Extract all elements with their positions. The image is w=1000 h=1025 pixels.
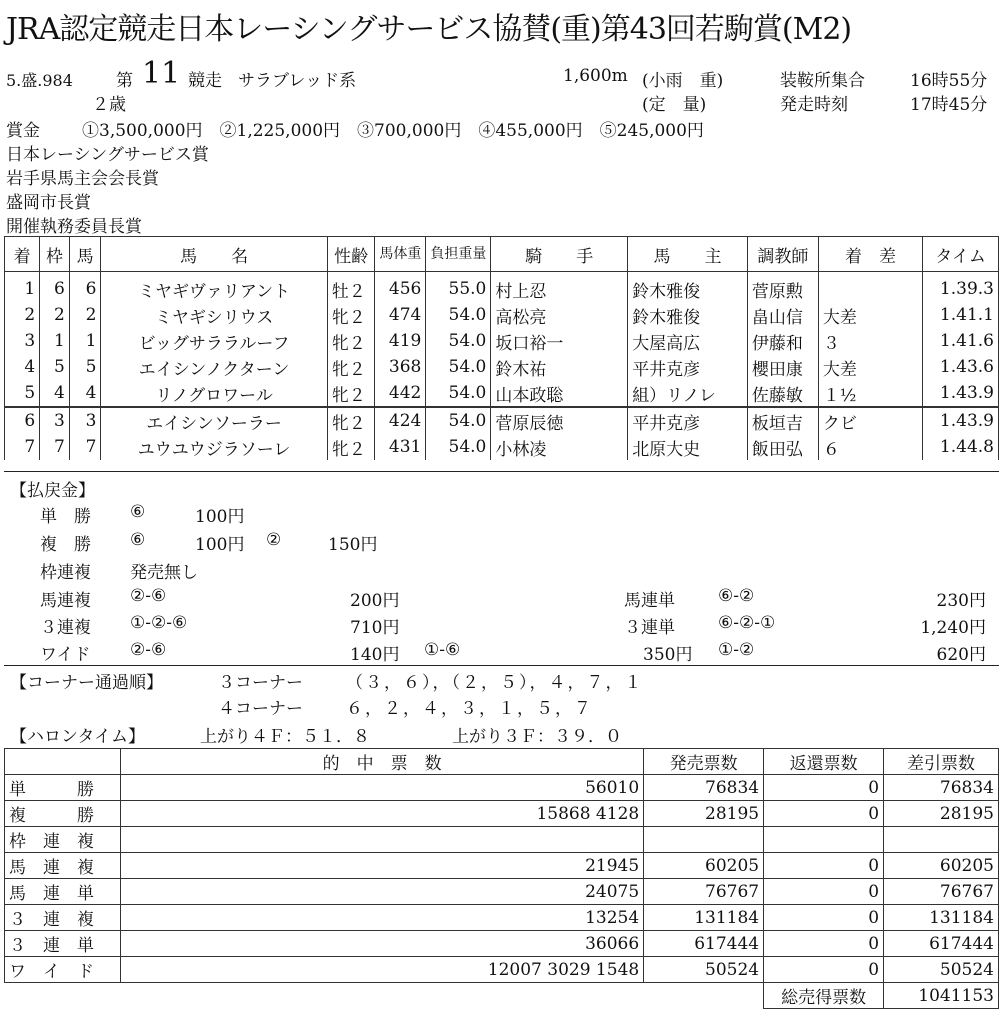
cell-sex-age: 牝２	[327, 434, 375, 460]
cell-frame: 1	[40, 328, 70, 354]
header-horse-name: 馬 名	[101, 237, 327, 272]
vote-hit: 36066	[120, 931, 643, 957]
results-row	[5, 328, 999, 354]
wide-combo-3: ①-②	[718, 640, 755, 660]
cell-carried-weight: 55.0	[426, 272, 491, 303]
header-horse-no: 馬	[69, 237, 101, 272]
cell-sex-age: 牝２	[327, 354, 375, 380]
furlong-heading: 【ハロンタイム】	[10, 727, 145, 747]
header-rank: 着	[5, 237, 40, 272]
cell-trainer: 佐藤敏	[747, 380, 818, 407]
votes-total-value: 1041153	[884, 983, 999, 1009]
cell-horse-name: ミヤギヴァリアント	[101, 272, 327, 303]
wide-amount-3: 620円	[936, 645, 986, 665]
umaren-fuku-label: 馬連複	[40, 591, 91, 611]
wide-label: ワイド	[40, 645, 91, 665]
cell-time: 1.43.6	[923, 354, 999, 380]
vote-sold: 131184	[644, 905, 764, 931]
weight-rule: (定 量)	[642, 95, 707, 115]
cell-carried-weight: 54.0	[426, 380, 491, 407]
vote-refund: 0	[764, 801, 884, 827]
cell-frame: 4	[40, 380, 70, 407]
cell-carried-weight: 54.0	[426, 407, 491, 434]
header-frame: 枠	[40, 237, 70, 272]
cell-trainer: 櫻田康	[747, 354, 818, 380]
vote-refund	[764, 827, 884, 853]
furlong-last3: 上がり３Ｆ：３９．０	[452, 727, 622, 747]
cell-body-weight: 368	[375, 354, 426, 380]
umaren-fuku-combo: ②-⑥	[130, 586, 167, 606]
cell-owner: 大屋高広	[628, 328, 748, 354]
cell-margin: 大差	[818, 302, 922, 328]
cell-time: 1.44.8	[923, 434, 999, 460]
vote-hit	[120, 827, 643, 853]
vote-type: ワ イ ド	[5, 957, 121, 983]
cell-time: 1.43.9	[923, 380, 999, 407]
corner3-label: ３コーナー	[218, 673, 303, 693]
vote-sold: 28195	[644, 801, 764, 827]
meeting-code: 5.盛.984	[6, 71, 73, 90]
vote-sold: 617444	[644, 931, 764, 957]
cell-frame: 5	[40, 354, 70, 380]
assembly-label: 装鞍所集合	[780, 71, 865, 91]
vote-refund: 0	[764, 905, 884, 931]
results-header-row	[5, 237, 999, 272]
corner3-order: （３，６），（２，５），４，７，１	[346, 673, 644, 693]
vote-hit: 15868 4128	[120, 801, 643, 827]
votes-row	[5, 827, 999, 853]
vote-net	[884, 827, 999, 853]
votes-header-refund: 返還票数	[764, 749, 884, 775]
cell-rank: 1	[5, 272, 40, 303]
fukusho-combo-1: ⑥	[130, 530, 146, 550]
fukusho-amount-1: 100円	[195, 535, 245, 555]
header-body-weight: 馬体重	[375, 237, 426, 272]
votes-header-type	[5, 749, 121, 775]
cell-horse-no: 6	[69, 272, 101, 303]
cell-horse-no: 4	[69, 380, 101, 407]
race-suffix: 競走	[188, 71, 222, 91]
cell-frame: 7	[40, 434, 70, 460]
sanren-tan-amount: 1,240円	[920, 618, 986, 638]
vote-type: 単 勝	[5, 775, 121, 801]
results-row	[5, 272, 999, 303]
votes-header-net: 差引票数	[884, 749, 999, 775]
cell-frame: 3	[40, 407, 70, 434]
breed: サラブレッド系	[238, 71, 357, 91]
vote-hit: 24075	[120, 879, 643, 905]
cell-horse-no: 1	[69, 328, 101, 354]
cell-jockey: 小林凌	[491, 434, 628, 460]
prize-amounts: ①3,500,000円 ②1,225,000円 ③700,000円 ④455,000円 ⑤245,000円	[82, 121, 704, 141]
cell-jockey: 山本政聡	[491, 380, 628, 407]
cell-trainer: 菅原勲	[747, 272, 818, 303]
header-sex-age: 性齢	[327, 237, 375, 272]
cell-body-weight: 419	[375, 328, 426, 354]
race-prefix: 第	[116, 71, 133, 91]
cell-sex-age: 牝２	[327, 302, 375, 328]
corners-heading: 【コーナー通過順】	[10, 673, 163, 693]
header-time: タイム	[923, 237, 999, 272]
cell-owner: 鈴木雅俊	[628, 272, 748, 303]
vote-type: ３ 連 複	[5, 905, 121, 931]
vote-refund: 0	[764, 775, 884, 801]
header-jockey: 騎 手	[491, 237, 628, 272]
sanren-tan-label: ３連単	[624, 618, 675, 638]
cell-sex-age: 牡２	[327, 272, 375, 303]
votes-row	[5, 905, 999, 931]
cell-margin: ６	[818, 434, 922, 460]
cell-body-weight: 431	[375, 434, 426, 460]
wide-combo-1: ②-⑥	[130, 640, 167, 660]
race-title: JRA認定競走日本レーシングサービス協賛(重)第43回若駒賞(M2)	[6, 12, 852, 47]
cell-rank: 6	[5, 407, 40, 434]
wakuren-note: 発売無し	[130, 563, 198, 583]
votes-row	[5, 853, 999, 879]
cell-horse-no: 5	[69, 354, 101, 380]
vote-type: ３ 連 単	[5, 931, 121, 957]
payout-heading: 【払戻金】	[10, 481, 95, 501]
vote-net: 50524	[884, 957, 999, 983]
cell-jockey: 鈴木祐	[491, 354, 628, 380]
tansho-amount: 100円	[195, 507, 245, 527]
results-table	[4, 236, 999, 460]
cell-jockey: 村上忍	[491, 272, 628, 303]
age: ２歳	[92, 95, 126, 115]
cell-rank: 4	[5, 354, 40, 380]
cell-carried-weight: 54.0	[426, 434, 491, 460]
cell-body-weight: 456	[375, 272, 426, 303]
cell-horse-name: ミヤギシリウス	[101, 302, 327, 328]
votes-table	[4, 748, 999, 1009]
cell-horse-name: エイシンソーラー	[101, 407, 327, 434]
cell-trainer: 飯田弘	[747, 434, 818, 460]
results-row	[5, 302, 999, 328]
vote-type: 馬 連 単	[5, 879, 121, 905]
umaren-tan-label: 馬連単	[624, 591, 675, 611]
results-row	[5, 407, 999, 434]
vote-sold: 50524	[644, 957, 764, 983]
award-3: 盛岡市長賞	[6, 193, 91, 213]
wide-amount-1: 140円	[350, 645, 400, 665]
cell-frame: 6	[40, 272, 70, 303]
cell-margin: １½	[818, 380, 922, 407]
vote-type: 枠 連 複	[5, 827, 121, 853]
header-owner: 馬 主	[628, 237, 748, 272]
votes-row	[5, 879, 999, 905]
results-row	[5, 380, 999, 407]
results-row	[5, 354, 999, 380]
cell-frame: 2	[40, 302, 70, 328]
cell-carried-weight: 54.0	[426, 302, 491, 328]
cell-trainer: 畠山信	[747, 302, 818, 328]
sanren-fuku-combo: ①-②-⑥	[130, 613, 188, 633]
header-trainer: 調教師	[747, 237, 818, 272]
vote-net: 28195	[884, 801, 999, 827]
cell-rank: 2	[5, 302, 40, 328]
vote-refund: 0	[764, 931, 884, 957]
vote-net: 60205	[884, 853, 999, 879]
wide-combo-2: ①-⑥	[424, 640, 461, 660]
umaren-tan-amount: 230円	[936, 591, 986, 611]
cell-horse-name: エイシンノクターン	[101, 354, 327, 380]
fukusho-amount-2: 150円	[328, 535, 378, 555]
vote-refund: 0	[764, 957, 884, 983]
vote-net: 131184	[884, 905, 999, 931]
cell-jockey: 菅原辰徳	[491, 407, 628, 434]
header-margin: 着 差	[818, 237, 922, 272]
vote-refund: 0	[764, 853, 884, 879]
cell-sex-age: 牝２	[327, 328, 375, 354]
cell-horse-name: ユウユウジラソーレ	[101, 434, 327, 460]
cell-sex-age: 牝２	[327, 407, 375, 434]
furlong-last4: 上がり４Ｆ：５１．８	[200, 727, 370, 747]
vote-sold: 60205	[644, 853, 764, 879]
votes-row	[5, 775, 999, 801]
race-number: 11	[142, 56, 181, 91]
umaren-tan-combo: ⑥-②	[718, 586, 755, 606]
wakuren-label: 枠連複	[40, 563, 91, 583]
cell-rank: 3	[5, 328, 40, 354]
weather-track: (小雨 重)	[642, 71, 724, 91]
cell-margin: 大差	[818, 354, 922, 380]
cell-margin: クビ	[818, 407, 922, 434]
cell-owner: 組）リノレ	[628, 380, 748, 407]
cell-body-weight: 424	[375, 407, 426, 434]
votes-row	[5, 801, 999, 827]
votes-header-row	[5, 749, 999, 775]
cell-owner: 北原大史	[628, 434, 748, 460]
tansho-label: 単 勝	[40, 507, 91, 527]
cell-rank: 7	[5, 434, 40, 460]
vote-hit: 12007 3029 1548	[120, 957, 643, 983]
cell-carried-weight: 54.0	[426, 354, 491, 380]
votes-row	[5, 931, 999, 957]
assembly-time: 16時55分	[910, 71, 988, 91]
cell-rank: 5	[5, 380, 40, 407]
vote-net: 76767	[884, 879, 999, 905]
vote-net: 617444	[884, 931, 999, 957]
cell-owner: 平井克彦	[628, 407, 748, 434]
votes-total-row	[5, 983, 999, 1009]
vote-hit: 56010	[120, 775, 643, 801]
votes-row	[5, 957, 999, 983]
distance: 1,600m	[563, 66, 628, 86]
vote-refund: 0	[764, 879, 884, 905]
cell-trainer: 板垣吉	[747, 407, 818, 434]
cell-time: 1.41.6	[923, 328, 999, 354]
cell-time: 1.41.1	[923, 302, 999, 328]
cell-time: 1.39.3	[923, 272, 999, 303]
cell-horse-name: リノグロワール	[101, 380, 327, 407]
votes-header-hit: 的 中 票 数	[120, 749, 643, 775]
award-2: 岩手県馬主会会長賞	[6, 169, 159, 189]
vote-net: 76834	[884, 775, 999, 801]
cell-jockey: 坂口裕一	[491, 328, 628, 354]
header-carried-weight: 負担重量	[426, 237, 491, 272]
cell-sex-age: 牝２	[327, 380, 375, 407]
cell-horse-name: ビッグサララルーフ	[101, 328, 327, 354]
cell-horse-no: 3	[69, 407, 101, 434]
cell-carried-weight: 54.0	[426, 328, 491, 354]
wide-amount-2: 350円	[643, 645, 693, 665]
cell-owner: 平井克彦	[628, 354, 748, 380]
post-label: 発走時刻	[780, 95, 848, 115]
vote-type: 馬 連 複	[5, 853, 121, 879]
vote-sold: 76767	[644, 879, 764, 905]
award-1: 日本レーシングサービス賞	[6, 145, 209, 165]
fukusho-combo-2: ②	[266, 530, 282, 550]
fukusho-label: 複 勝	[40, 535, 91, 555]
corner4-label: ４コーナー	[218, 699, 303, 719]
cell-trainer: 伊藤和	[747, 328, 818, 354]
sanren-fuku-amount: 710円	[350, 618, 400, 638]
cell-jockey: 高松亮	[491, 302, 628, 328]
tansho-combo: ⑥	[130, 502, 146, 522]
vote-hit: 21945	[120, 853, 643, 879]
votes-total-label: 総売得票数	[764, 983, 884, 1009]
cell-owner: 鈴木雅俊	[628, 302, 748, 328]
vote-sold	[644, 827, 764, 853]
cell-margin	[818, 272, 922, 303]
sanren-tan-combo: ⑥-②-①	[718, 613, 776, 633]
cell-horse-no: 7	[69, 434, 101, 460]
results-row	[5, 434, 999, 460]
cell-body-weight: 474	[375, 302, 426, 328]
vote-type: 複 勝	[5, 801, 121, 827]
post-time: 17時45分	[910, 95, 988, 115]
cell-margin: ３	[818, 328, 922, 354]
corner4-order: ６，２，４，３，１，５，７	[346, 699, 593, 719]
award-4: 開催執務委員長賞	[6, 217, 142, 237]
sanren-fuku-label: ３連複	[40, 618, 91, 638]
cell-horse-no: 2	[69, 302, 101, 328]
umaren-fuku-amount: 200円	[350, 591, 400, 611]
cell-body-weight: 442	[375, 380, 426, 407]
cell-time: 1.43.9	[923, 407, 999, 434]
vote-hit: 13254	[120, 905, 643, 931]
prize-label: 賞金	[6, 121, 40, 141]
vote-sold: 76834	[644, 775, 764, 801]
votes-header-sold: 発売票数	[644, 749, 764, 775]
